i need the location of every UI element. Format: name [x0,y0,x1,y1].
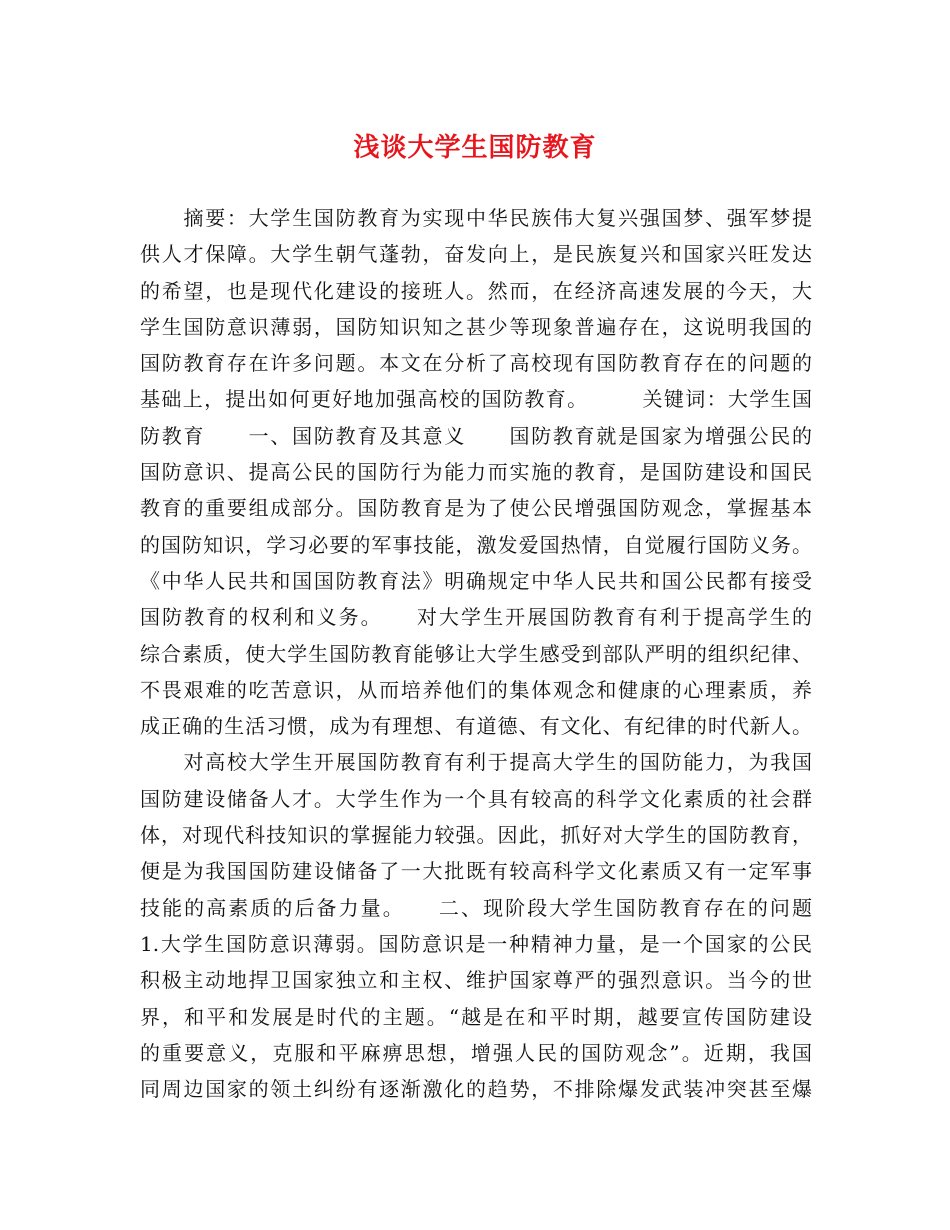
body-line: 1.大学生国防意识薄弱。国防意识是一种精神力量，是一个国家的公民 [140,931,812,956]
body-line: 供人才保障。大学生朝气蓬勃，奋发向上，是民族复兴和国家兴旺发达 [140,242,812,267]
body-line: 的希望，也是现代化建设的接班人。然而，在经济高速发展的今天，大 [140,278,812,303]
body-line: 界，和平和发展是时代的主题。“越是在和平时期，越要宣传国防建设 [140,1004,812,1029]
body-line: 的重要意义，克服和平麻痹思想，增强人民的国防观念”。近期，我国 [140,1040,812,1065]
body-line: 成正确的生活习惯，成为有理想、有道德、有文化、有纪律的时代新人。 [140,714,812,739]
body-line: 基础上，提出如何更好地加强高校的国防教育。 关键词：大学生国 [140,387,812,412]
body-line: 便是为我国国防建设储备了一大批既有较高科学文化素质又有一定军事 [140,859,812,884]
body-line: 《中华人民共和国国防教育法》明确规定中华人民共和国公民都有接受 [140,568,812,593]
body-line: 对高校大学生开展国防教育有利于提高大学生的国防能力，为我国 [140,750,812,775]
body-line: 教育的重要组成部分。国防教育是为了使公民增强国防观念，掌握基本 [140,496,812,521]
body-line: 学生国防意识薄弱，国防知识知之甚少等现象普遍存在，这说明我国的 [140,314,812,339]
body-line: 同周边国家的领土纠纷有逐渐激化的趋势，不排除爆发武装冲突甚至爆 [140,1077,812,1102]
body-line: 体，对现代科技知识的掌握能力较强。因此，抓好对大学生的国防教育， [140,823,812,848]
body-line: 摘要：大学生国防教育为实现中华民族伟大复兴强国梦、强军梦提 [140,206,812,230]
document-title: 浅谈大学生国防教育 [353,133,597,163]
body-line: 积极主动地捍卫国家独立和主权、维护国家尊严的强烈意识。当今的世 [140,968,812,993]
body-line: 国防建设储备人才。大学生作为一个具有较高的科学文化素质的社会群 [140,786,812,811]
body-line: 国防教育存在许多问题。本文在分析了高校现有国防教育存在的问题的 [140,351,812,376]
document-body [140,200,812,1107]
body-line: 国防教育的权利和义务。 对大学生开展国防教育有利于提高学生的 [140,605,812,630]
body-line: 综合素质，使大学生国防教育能够让大学生感受到部队严明的组织纪律、 [140,641,812,666]
body-line: 不畏艰难的吃苦意识，从而培养他们的集体观念和健康的心理素质，养 [140,677,812,702]
body-line: 的国防知识，学习必要的军事技能，激发爱国热情，自觉履行国防义务。 [140,532,812,557]
body-line: 技能的高素质的后备力量。 二、现阶段大学生国防教育存在的问题 [140,895,812,920]
body-line: 国防意识、提高公民的国防行为能力而实施的教育，是国防建设和国民 [140,460,812,485]
body-line: 防教育 一、国防教育及其意义 国防教育就是国家为增强公民的 [140,423,812,448]
